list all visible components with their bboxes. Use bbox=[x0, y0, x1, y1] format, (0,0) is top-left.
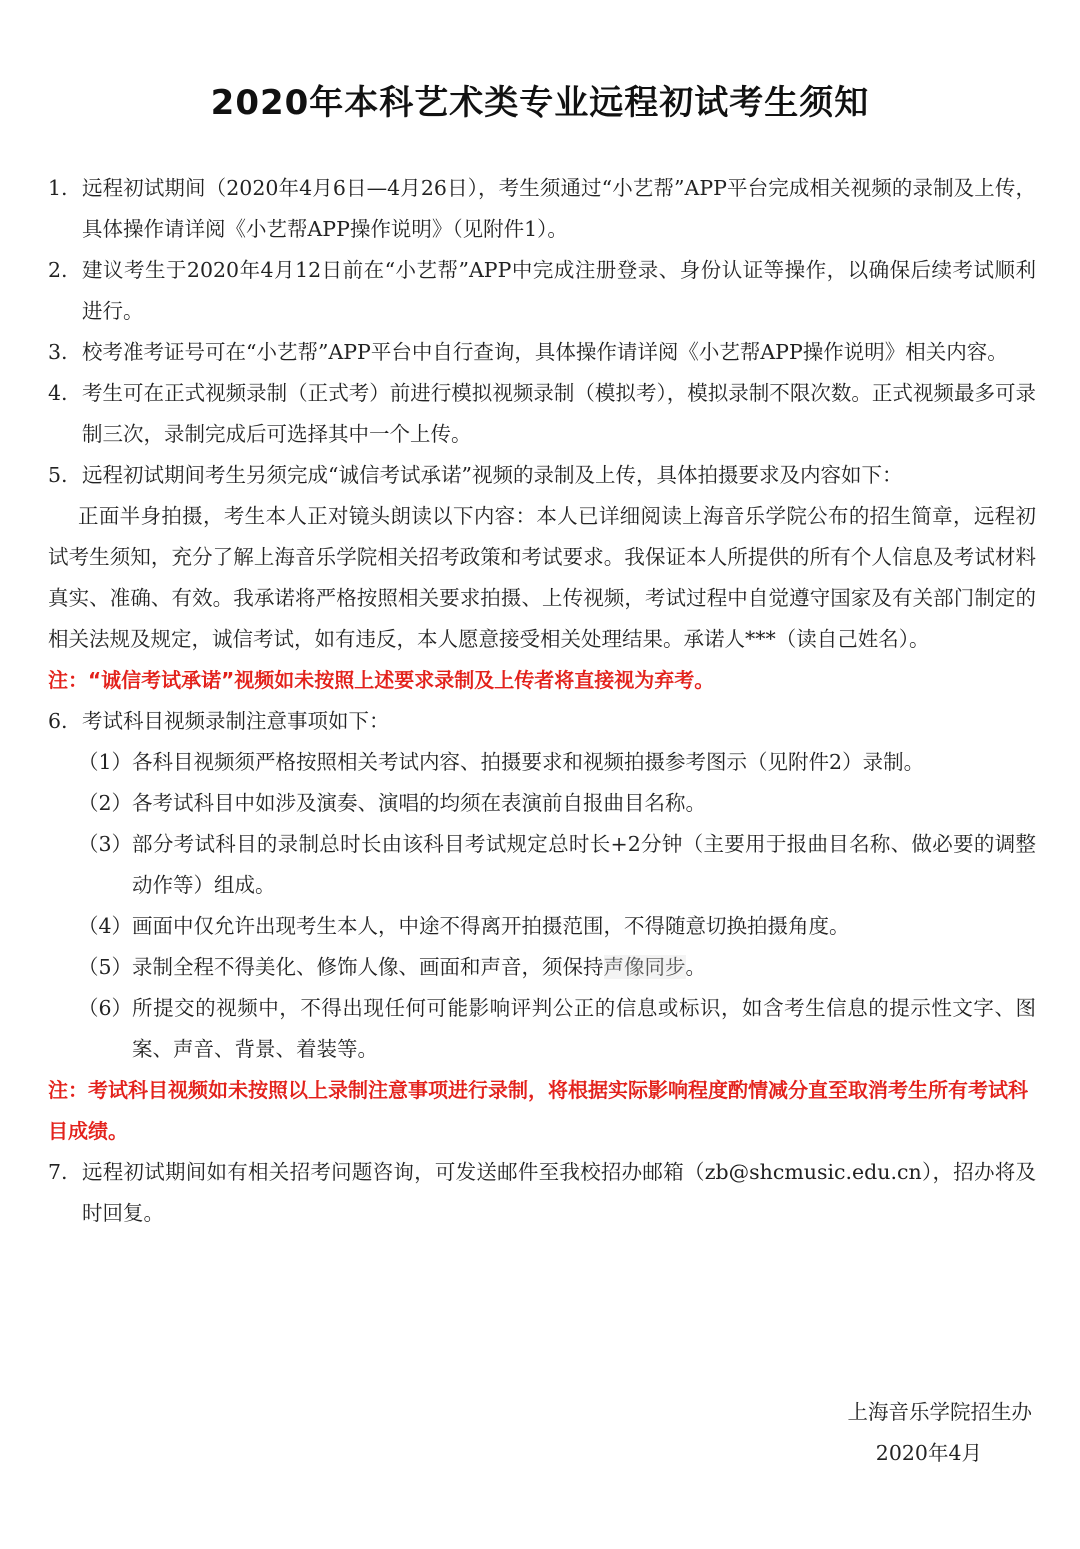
list-item bbox=[48, 455, 1036, 496]
sub-item-text-before: 录制全程不得美化、修饰人像、画面和声音，须保持 bbox=[132, 955, 604, 979]
sub-item bbox=[48, 988, 1036, 1070]
sub-item-text: 所提交的视频中，不得出现任何可能影响评判公正的信息或标识，如含考生信息的提示性文字、图案、声音、背景、着装等。 bbox=[132, 996, 1036, 1061]
item-number: 7. bbox=[48, 1160, 68, 1184]
item-text: 远程初试期间考生另须完成“诚信考试承诺”视频的录制及上传，具体拍摄要求及内容如下： bbox=[82, 463, 903, 487]
page-title: 2020年本科艺术类专业远程初试考生须知 bbox=[210, 83, 870, 123]
sub-item-number: （2） bbox=[78, 791, 133, 815]
warning-note-pledge: 注：“诚信考试承诺”视频如未按照上述要求录制及上传者将直接视为弃考。 bbox=[48, 668, 715, 692]
sub-item bbox=[48, 742, 1036, 783]
sub-item-text-after: 。 bbox=[685, 955, 707, 979]
item-text: 校考准考证号可在“小艺帮”APP平台中自行查询，具体操作请详阅《小艺帮APP操作说明》相关内容。 bbox=[82, 340, 1008, 364]
notice-body bbox=[48, 168, 1036, 1234]
item-number: 2. bbox=[48, 258, 68, 282]
sub-item-number: （1） bbox=[78, 750, 133, 774]
item-text: 远程初试期间如有相关招考问题咨询，可发送邮件至我校招办邮箱（zb@shcmusic.edu.cn），招办将及时回复。 bbox=[82, 1160, 1036, 1225]
list-item bbox=[48, 250, 1036, 332]
sub-item-text: 各考试科目中如涉及演奏、演唱的均须在表演前自报曲目名称。 bbox=[132, 791, 707, 815]
item-number: 3. bbox=[48, 340, 68, 364]
sub-item-text: 各科目视频须严格按照相关考试内容、拍摄要求和视频拍摄参考图示（见附件2）录制。 bbox=[132, 750, 925, 774]
item-text: 建议考生于2020年4月12日前在“小艺帮”APP中完成注册登录、身份认证等操作，以确保后续考试顺利进行。 bbox=[82, 258, 1036, 323]
warning-note-recording: 注：考试科目视频如未按照以上录制注意事项进行录制，将根据实际影响程度酌情减分直至取消考生所有考试科目成绩。 bbox=[48, 1078, 1028, 1143]
sub-item-number: （6） bbox=[78, 996, 133, 1020]
list-item bbox=[48, 1152, 1036, 1234]
item-text: 考生可在正式视频录制（正式考）前进行模拟视频录制（模拟考），模拟录制不限次数。正式视频最多可录制三次，录制完成后可选择其中一个上传。 bbox=[82, 381, 1036, 446]
list-item bbox=[48, 701, 1036, 742]
item-number: 6. bbox=[48, 709, 68, 733]
sub-item bbox=[48, 824, 1036, 906]
item-number: 1. bbox=[48, 176, 68, 200]
sub-item-text: 部分考试科目的录制总时长由该科目考试规定总时长+2分钟（主要用于报曲目名称、做必要的调整动作等）组成。 bbox=[132, 832, 1036, 897]
sub-item-number: （4） bbox=[78, 914, 133, 938]
sub-item-number: （5） bbox=[78, 955, 133, 979]
list-item bbox=[48, 168, 1036, 250]
list-item bbox=[48, 373, 1036, 455]
sub-item bbox=[48, 947, 1036, 988]
list-item bbox=[48, 332, 1036, 373]
item-number: 4. bbox=[48, 381, 68, 405]
pledge-paragraph: 正面半身拍摄，考生本人正对镜头朗读以下内容：本人已详细阅读上海音乐学院公布的招生简章，远程初试考生须知，充分了解上海音乐学院相关招考政策和考试要求。我保证本人所提供的所有个人信息及考试材料真实、准确、有效。我承诺将严格按照相关要求拍摄、上传视频，考试过程中自觉遵守国家及有关部门制定的相关法规及规定，诚信考试，如有违反，本人愿意接受相关处理结果。承诺人***（读自己姓名）。 bbox=[48, 504, 1036, 651]
item-text: 远程初试期间（2020年4月6日—4月26日），考生须通过“小艺帮”APP平台完成相关视频的录制及上传，具体操作请详阅《小艺帮APP操作说明》（见附件1）。 bbox=[82, 176, 1036, 241]
sub-item bbox=[48, 783, 1036, 824]
signature-date: 2020年4月 bbox=[875, 1441, 982, 1465]
sub-item-number: （3） bbox=[78, 832, 133, 856]
sub-item-text bbox=[132, 947, 1036, 988]
signature-block bbox=[848, 1392, 1033, 1474]
signature-org: 上海音乐学院招生办 bbox=[847, 1400, 1032, 1424]
item-text: 考试科目视频录制注意事项如下： bbox=[82, 709, 390, 733]
highlighted-text: 声像同步 bbox=[603, 955, 686, 979]
item-number: 5. bbox=[48, 463, 68, 487]
sub-item bbox=[48, 906, 1036, 947]
sub-item-text: 画面中仅允许出现考生本人，中途不得离开拍摄范围，不得随意切换拍摄角度。 bbox=[132, 914, 850, 938]
